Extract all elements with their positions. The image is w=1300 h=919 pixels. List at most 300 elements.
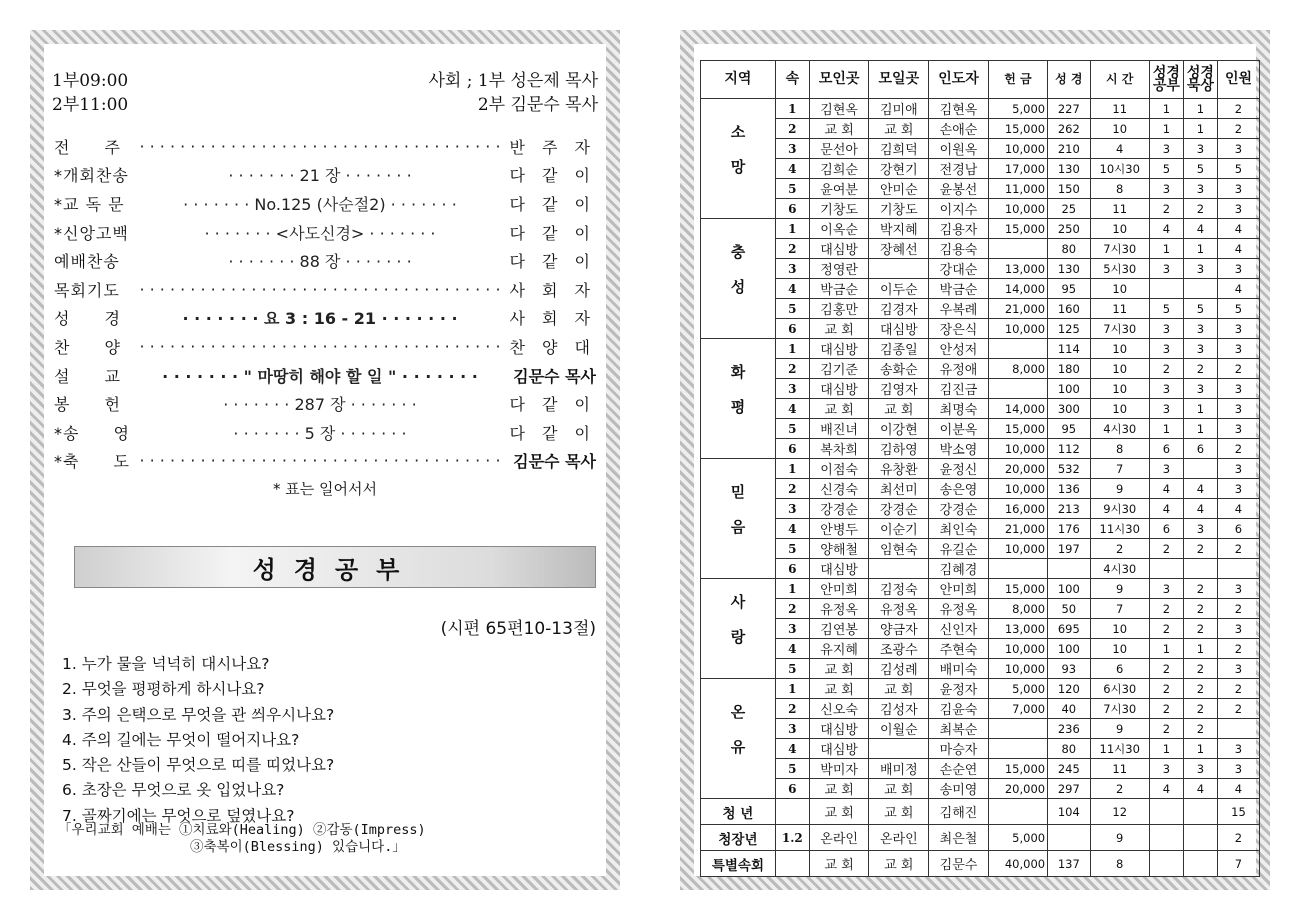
table-cell: 김희덕	[869, 139, 929, 159]
table-cell: 3	[1217, 659, 1259, 679]
table-row	[701, 399, 1260, 419]
table-cell: 2	[1217, 679, 1259, 699]
table-cell: 120	[1048, 679, 1090, 699]
table-cell: 262	[1048, 119, 1090, 139]
table-row	[701, 479, 1260, 499]
table-cell: 176	[1048, 519, 1090, 539]
table-cell	[988, 799, 1047, 825]
table-cell	[1149, 825, 1183, 851]
table-cell: 10,000	[988, 659, 1047, 679]
table-cell: 김정숙	[869, 579, 929, 599]
table-cell: 2	[1149, 539, 1183, 559]
table-cell: 9	[1090, 479, 1149, 499]
order-item-leader: 김문수 목사	[513, 366, 596, 386]
table-cell: 유길순	[929, 539, 989, 559]
order-item-name: 성 경	[54, 309, 121, 329]
table-cell: 3	[1183, 519, 1217, 539]
table-cell: 15,000	[988, 119, 1047, 139]
table-cell: 장은식	[929, 319, 989, 339]
table-cell: 강대순	[929, 259, 989, 279]
table-cell: 3	[1217, 319, 1259, 339]
table-cell: 강경순	[869, 499, 929, 519]
table-row	[701, 359, 1260, 379]
table-row	[701, 459, 1260, 479]
table-cell: 15,000	[988, 419, 1047, 439]
order-item-detail: · · · · · · · · · · · · · · · · · · · · · · · · · · · · · · · · · · · ·	[139, 336, 501, 356]
table-cell: 2	[1183, 679, 1217, 699]
table-cell: 양금자	[869, 619, 929, 639]
table-cell: 윤정신	[929, 459, 989, 479]
table-cell: 9	[1090, 579, 1149, 599]
area-cell: 소망	[701, 99, 776, 219]
table-cell: 3	[1217, 139, 1259, 159]
table-cell: 5	[775, 299, 809, 319]
table-cell: 11	[1090, 99, 1149, 119]
table-cell: 김윤숙	[929, 699, 989, 719]
order-item-name: 목회기도	[54, 280, 120, 300]
table-cell: 전경남	[929, 159, 989, 179]
table-cell: 유정옥	[809, 599, 869, 619]
table-cell: 3	[775, 499, 809, 519]
table-cell: 3	[775, 139, 809, 159]
table-cell: 이원옥	[929, 139, 989, 159]
table-cell: 대심방	[809, 559, 869, 579]
table-cell: 6	[1149, 439, 1183, 459]
table-cell: 15	[1217, 799, 1259, 825]
order-item	[54, 332, 596, 361]
table-cell: 송은영	[929, 479, 989, 499]
table-cell: 4	[775, 639, 809, 659]
table-cell: 3	[1183, 759, 1217, 779]
study-question: 4. 주의 길에는 무엇이 떨어지나요?	[62, 730, 300, 749]
table-row	[701, 825, 1260, 851]
table-cell: 1	[775, 99, 809, 119]
table-cell: 1	[1183, 419, 1217, 439]
table-cell: 10,000	[988, 639, 1047, 659]
table-cell: 10	[1090, 399, 1149, 419]
table-cell: 1	[1183, 239, 1217, 259]
table-cell	[1149, 799, 1183, 825]
table-cell	[1149, 851, 1183, 877]
table-cell: 50	[1048, 599, 1090, 619]
table-cell: 8,000	[988, 359, 1047, 379]
table-cell: 신인자	[929, 619, 989, 639]
table-cell: 최선미	[869, 479, 929, 499]
area-cell: 청 년	[701, 799, 776, 825]
area-cell: 화평	[701, 339, 776, 459]
table-cell: 5,000	[988, 825, 1047, 851]
table-row	[701, 299, 1260, 319]
table-cell: 장혜선	[869, 239, 929, 259]
order-item	[54, 132, 596, 161]
table-cell: 2	[1217, 539, 1259, 559]
table-cell: 6	[775, 779, 809, 799]
table-cell: 5	[1149, 299, 1183, 319]
table-cell	[775, 851, 809, 877]
table-cell: 마승자	[929, 739, 989, 759]
table-cell: 3	[1183, 319, 1217, 339]
table-cell: 213	[1048, 499, 1090, 519]
table-cell: 80	[1048, 239, 1090, 259]
table-cell: 교 회	[809, 679, 869, 699]
table-cell: 2	[1183, 599, 1217, 619]
table-cell: 137	[1048, 851, 1090, 877]
table-cell: 교 회	[809, 779, 869, 799]
table-cell: 임현숙	[869, 539, 929, 559]
table-row	[701, 519, 1260, 539]
table-cell: 12	[1090, 799, 1149, 825]
table-row	[701, 319, 1260, 339]
table-cell: 안성저	[929, 339, 989, 359]
table-header-cell: 헌 금	[988, 61, 1047, 99]
table-row	[701, 579, 1260, 599]
table-cell: 2	[1217, 99, 1259, 119]
table-cell: 3	[1183, 259, 1217, 279]
table-cell: 안미순	[869, 179, 929, 199]
table-header-cell: 성경 묵상	[1183, 61, 1217, 99]
table-cell: 4	[1217, 279, 1259, 299]
study-question: 1. 누가 물을 넉넉히 대시나요?	[62, 655, 270, 673]
table-cell: 4	[1217, 779, 1259, 799]
table-row	[701, 639, 1260, 659]
table-cell: 2	[1183, 699, 1217, 719]
table-cell: 3	[1149, 319, 1183, 339]
table-cell: 2	[1217, 359, 1259, 379]
motto-line-2: ③축복이(Blessing) 있습니다.」	[190, 839, 406, 855]
table-cell: 5	[775, 419, 809, 439]
table-cell: 유정애	[929, 359, 989, 379]
table-cell: 20,000	[988, 459, 1047, 479]
table-cell: 11	[1090, 299, 1149, 319]
bulletin-right-page	[680, 30, 1270, 890]
table-cell: 박미자	[809, 759, 869, 779]
table-cell: 5	[775, 759, 809, 779]
table-cell: 3	[775, 379, 809, 399]
table-cell: 5	[1149, 159, 1183, 179]
table-cell: 김희순	[809, 159, 869, 179]
table-cell: 교 회	[809, 851, 869, 877]
table-cell	[1183, 279, 1217, 299]
table-cell: 9	[1090, 825, 1149, 851]
table-cell: 95	[1048, 279, 1090, 299]
table-cell: 2	[1090, 539, 1149, 559]
order-item-name: 찬 양	[54, 337, 121, 357]
table-cell: 배미정	[869, 759, 929, 779]
table-row	[701, 559, 1260, 579]
table-row	[701, 179, 1260, 199]
table-cell: 1	[1183, 639, 1217, 659]
order-item-leader: 다 같 이	[509, 423, 596, 443]
table-cell: 2	[1149, 659, 1183, 679]
order-item-leader: 김문수 목사	[513, 452, 596, 472]
table-cell: 4	[775, 519, 809, 539]
table-cell: 210	[1048, 139, 1090, 159]
table-cell: 6시30	[1090, 679, 1149, 699]
table-cell: 유지혜	[809, 639, 869, 659]
table-cell: 이순기	[869, 519, 929, 539]
table-row	[701, 759, 1260, 779]
table-cell: 4	[1183, 499, 1217, 519]
table-cell: 227	[1048, 99, 1090, 119]
table-cell: 245	[1048, 759, 1090, 779]
table-cell: 윤봉선	[929, 179, 989, 199]
table-cell: 2	[1183, 359, 1217, 379]
service-host-1: 사회 ; 1부 성은제 목사	[428, 70, 598, 91]
table-cell: 박지혜	[869, 219, 929, 239]
table-cell: 김현옥	[929, 99, 989, 119]
order-item-leader: 반 주 자	[509, 137, 596, 157]
table-cell: 8	[1090, 439, 1149, 459]
table-cell: 8	[1090, 851, 1149, 877]
table-cell: 이지수	[929, 199, 989, 219]
table-cell: 10시30	[1090, 159, 1149, 179]
table-cell: 교 회	[869, 119, 929, 139]
table-cell: 3	[1149, 179, 1183, 199]
table-header-row	[701, 61, 1260, 99]
table-cell: 25	[1048, 199, 1090, 219]
table-cell: 21,000	[988, 519, 1047, 539]
table-cell: 3	[1183, 139, 1217, 159]
table-cell: 15,000	[988, 759, 1047, 779]
table-cell: 기창도	[809, 199, 869, 219]
table-cell: 236	[1048, 719, 1090, 739]
table-cell: 130	[1048, 259, 1090, 279]
table-cell: 14,000	[988, 279, 1047, 299]
table-header-cell: 모인곳	[809, 61, 869, 99]
table-cell: 3	[1217, 259, 1259, 279]
table-cell: 5	[1217, 299, 1259, 319]
table-row	[701, 199, 1260, 219]
area-cell: 충성	[701, 219, 776, 339]
order-item-leader: 사 회 자	[509, 309, 596, 329]
table-cell: 교 회	[869, 399, 929, 419]
church-motto	[58, 822, 426, 856]
table-header-cell: 성 경	[1048, 61, 1090, 99]
table-cell: 김용숙	[929, 239, 989, 259]
table-cell: 3	[1183, 179, 1217, 199]
table-cell: 4	[775, 739, 809, 759]
table-cell: 우복례	[929, 299, 989, 319]
table-cell: 2	[1183, 199, 1217, 219]
table-cell	[1149, 559, 1183, 579]
order-item-name: *신앙고백	[54, 223, 129, 243]
table-row	[701, 679, 1260, 699]
table-cell: 3	[1217, 459, 1259, 479]
table-cell: 정영란	[809, 259, 869, 279]
table-cell: 박금순	[929, 279, 989, 299]
order-item	[54, 161, 596, 190]
table-row	[701, 539, 1260, 559]
table-cell: 주현숙	[929, 639, 989, 659]
table-cell: 10	[1090, 119, 1149, 139]
standing-note: * 표는 일어서서	[273, 480, 377, 498]
table-cell: 6	[775, 319, 809, 339]
table-cell: 8,000	[988, 599, 1047, 619]
table-cell: 김연봉	[809, 619, 869, 639]
table-cell: 기창도	[869, 199, 929, 219]
table-cell: 1	[775, 679, 809, 699]
table-cell: 11	[1090, 759, 1149, 779]
table-cell: 1	[1149, 239, 1183, 259]
table-cell: 1	[1183, 99, 1217, 119]
service-host-2: 2부 김문수 목사	[477, 94, 598, 115]
table-cell: 114	[1048, 339, 1090, 359]
table-cell: 2	[1183, 579, 1217, 599]
table-cell: 4	[1183, 479, 1217, 499]
table-cell: 5	[1183, 299, 1217, 319]
table-cell: 250	[1048, 219, 1090, 239]
table-cell: 300	[1048, 399, 1090, 419]
table-cell: 박소영	[929, 439, 989, 459]
table-cell: 9	[1090, 719, 1149, 739]
table-cell: 100	[1048, 579, 1090, 599]
table-cell: 배진녀	[809, 419, 869, 439]
table-cell: 윤정자	[929, 679, 989, 699]
table-cell: 14,000	[988, 399, 1047, 419]
table-cell	[1183, 459, 1217, 479]
table-cell: 복차희	[809, 439, 869, 459]
table-cell: 3	[1149, 579, 1183, 599]
table-cell: 교 회	[869, 679, 929, 699]
table-cell: 7,000	[988, 699, 1047, 719]
table-header-cell: 인도자	[929, 61, 989, 99]
order-item	[54, 304, 596, 333]
table-cell: 7	[1090, 459, 1149, 479]
table-cell: 10,000	[988, 479, 1047, 499]
table-cell: 3	[1183, 379, 1217, 399]
table-cell: 8	[1090, 179, 1149, 199]
table-cell: 1	[1183, 119, 1217, 139]
cell-group-report-table	[700, 60, 1260, 877]
order-item-name: 봉 헌	[54, 395, 121, 415]
table-row	[701, 739, 1260, 759]
table-cell: 3	[1149, 259, 1183, 279]
table-cell: 대심방	[809, 239, 869, 259]
table-row	[701, 799, 1260, 825]
table-cell: 5시30	[1090, 259, 1149, 279]
table-row	[701, 139, 1260, 159]
table-cell: 온라인	[809, 825, 869, 851]
table-cell: 7시30	[1090, 319, 1149, 339]
table-cell: 최복순	[929, 719, 989, 739]
table-cell: 160	[1048, 299, 1090, 319]
study-question: 3. 주의 은택으로 무엇을 관 씌우시나요?	[62, 705, 335, 724]
table-cell	[1149, 279, 1183, 299]
table-row	[701, 719, 1260, 739]
table-cell: 1	[775, 339, 809, 359]
table-cell: 1	[1149, 639, 1183, 659]
table-cell: 6	[775, 199, 809, 219]
table-cell: 김문수	[929, 851, 989, 877]
table-cell: 김혜경	[929, 559, 989, 579]
table-cell: 1	[1183, 399, 1217, 419]
table-cell	[1183, 825, 1217, 851]
order-item-name: *교 독 문	[54, 194, 125, 214]
table-row	[701, 699, 1260, 719]
table-cell: 2	[1217, 699, 1259, 719]
order-item-detail: · · · · · · · 5 장 · · · · · · ·	[233, 423, 407, 443]
table-cell: 3	[1217, 199, 1259, 219]
service-header	[52, 66, 598, 114]
table-cell: 3	[1217, 619, 1259, 639]
table-cell: 대심방	[809, 739, 869, 759]
table-cell: 3	[1217, 339, 1259, 359]
table-cell: 10	[1090, 379, 1149, 399]
table-row	[701, 379, 1260, 399]
table-cell: 최은철	[929, 825, 989, 851]
table-cell: 10	[1090, 639, 1149, 659]
table-cell: 3	[1183, 339, 1217, 359]
table-cell: 대심방	[809, 379, 869, 399]
table-cell: 1	[775, 579, 809, 599]
area-cell: 믿음	[701, 459, 776, 579]
table-cell	[1183, 851, 1217, 877]
study-question: 2. 무엇을 평평하게 하시나요?	[62, 680, 265, 699]
motto-line-1: 「우리교회 예배는 ①치료와(Healing) ②감동(Impress)	[58, 822, 426, 838]
table-cell: 최인숙	[929, 519, 989, 539]
table-cell: 2	[1149, 199, 1183, 219]
table-cell: 손애순	[929, 119, 989, 139]
table-cell: 박금순	[809, 279, 869, 299]
table-cell: 유정옥	[869, 599, 929, 619]
table-cell	[869, 559, 929, 579]
table-cell: 10	[1090, 279, 1149, 299]
order-item-leader: 다 같 이	[509, 194, 596, 214]
table-cell: 최명숙	[929, 399, 989, 419]
table-cell: 이옥순	[809, 219, 869, 239]
table-cell: 20,000	[988, 779, 1047, 799]
table-cell	[1048, 825, 1090, 851]
table-cell: 3	[1149, 379, 1183, 399]
table-header-cell: 시 간	[1090, 61, 1149, 99]
table-header-cell: 성경 공부	[1149, 61, 1183, 99]
table-cell: 2	[1149, 599, 1183, 619]
table-cell: 김하영	[869, 439, 929, 459]
order-item-detail: · · · · · · · No.125 (사순절2) · · · · · · ·	[183, 194, 457, 214]
order-item-detail: · · · · · · · · · · · · · · · · · · · · · · · · · · · · · · · · · · · ·	[139, 136, 501, 156]
table-cell: 17,000	[988, 159, 1047, 179]
table-cell: 3	[1149, 139, 1183, 159]
order-item-leader: 다 같 이	[509, 252, 596, 272]
table-cell: 강경순	[929, 499, 989, 519]
area-cell: 사랑	[701, 579, 776, 679]
table-cell: 3	[1149, 759, 1183, 779]
table-row	[701, 279, 1260, 299]
table-cell	[988, 719, 1047, 739]
bible-study-banner	[74, 546, 596, 588]
order-item	[54, 361, 596, 390]
table-cell: 4	[775, 159, 809, 179]
table-cell: 4	[775, 399, 809, 419]
table-cell: 80	[1048, 739, 1090, 759]
table-cell: 4	[1183, 219, 1217, 239]
order-item-detail: · · · · · · · 88 장 · · · · · · ·	[228, 252, 412, 272]
table-cell: 이점숙	[809, 459, 869, 479]
table-cell: 6	[1149, 519, 1183, 539]
table-cell: 1	[1149, 739, 1183, 759]
study-question: 7. 골짜기에는 무엇으로 덮였나요?	[62, 806, 295, 825]
service-time-2: 2부11:00	[52, 94, 129, 115]
table-cell: 배미숙	[929, 659, 989, 679]
table-row	[701, 599, 1260, 619]
study-question: 6. 초장은 무엇으로 옷 입었나요?	[62, 781, 285, 800]
table-cell: 3	[1217, 739, 1259, 759]
table-cell: 1	[1149, 99, 1183, 119]
order-of-worship	[54, 132, 596, 475]
table-row	[701, 259, 1260, 279]
table-cell: 11시30	[1090, 739, 1149, 759]
table-cell: 13,000	[988, 259, 1047, 279]
